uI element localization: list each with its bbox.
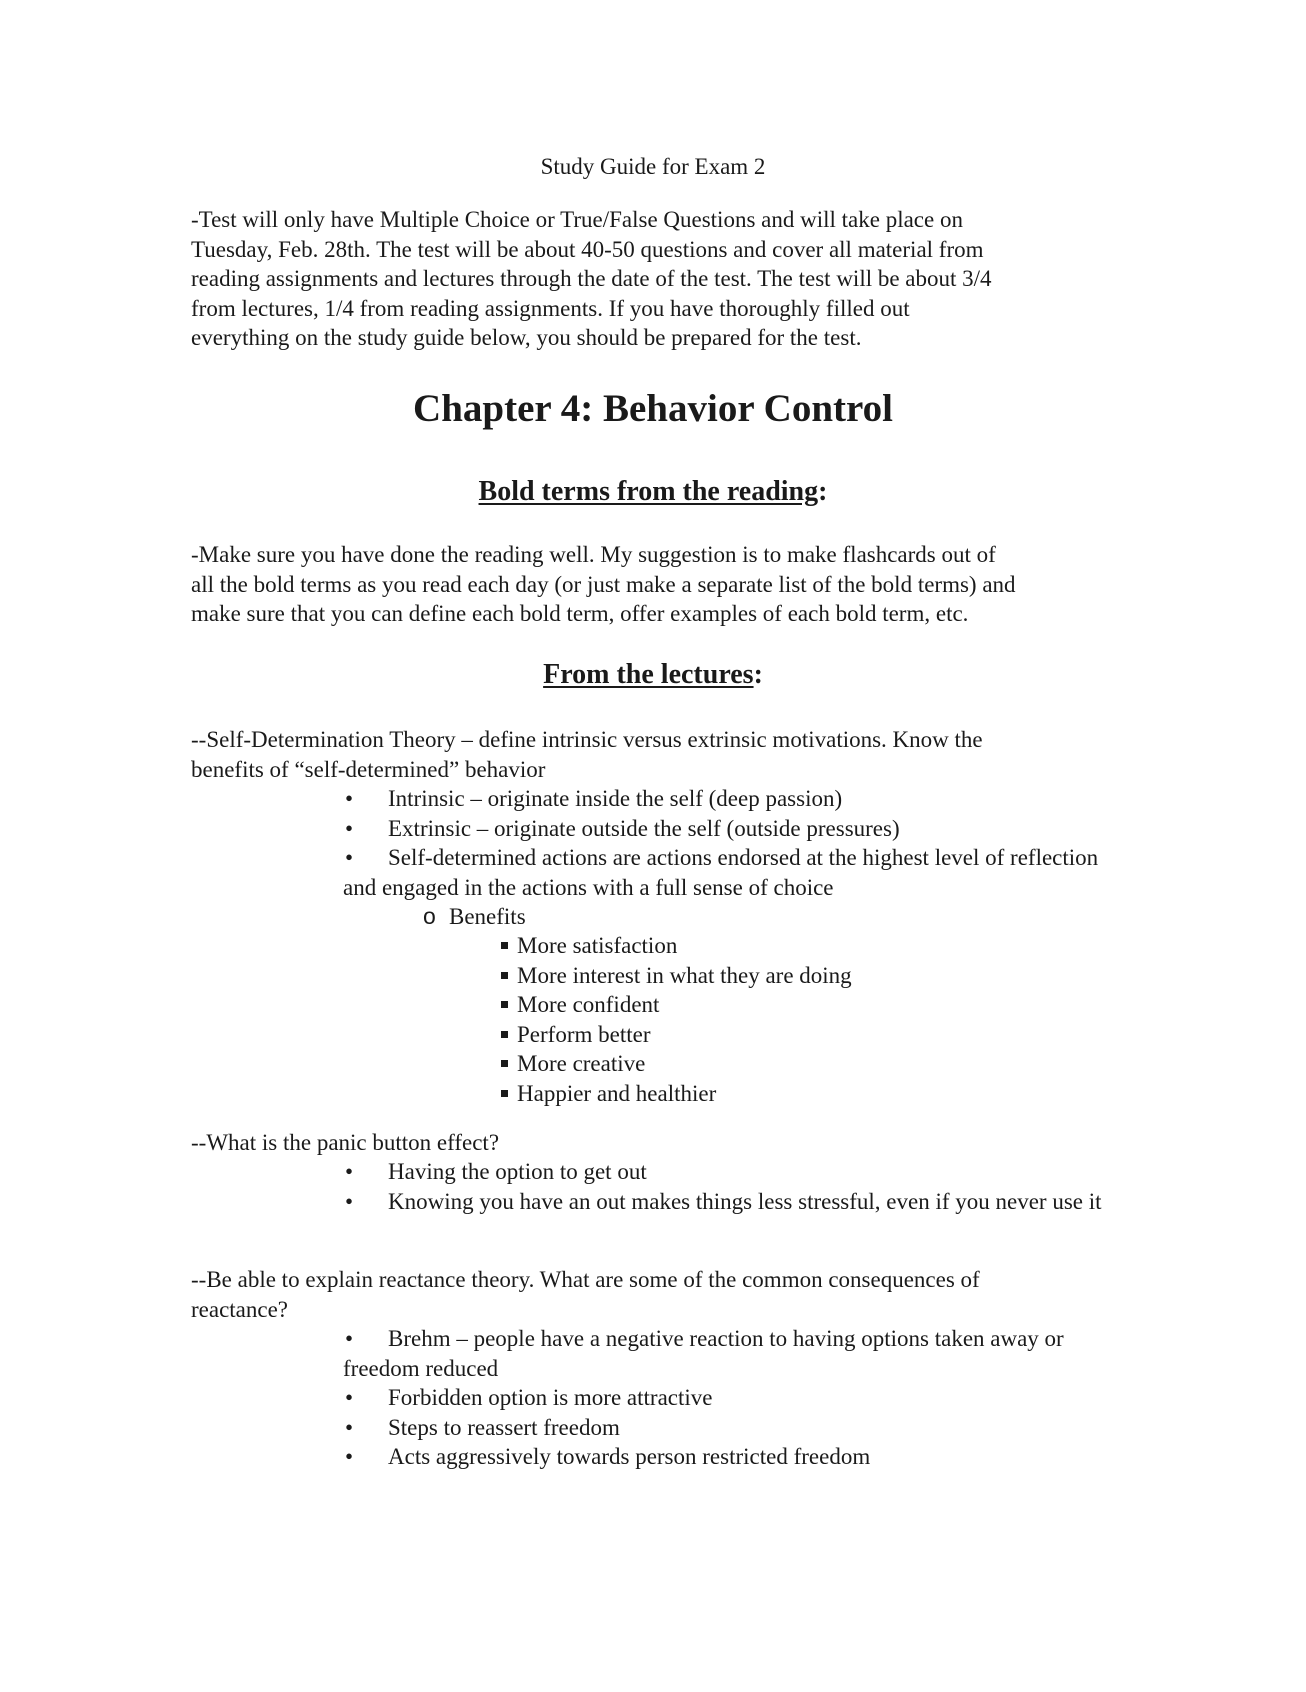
lectures-heading (0, 658, 1306, 692)
bold-terms-paragraph (191, 540, 1121, 629)
benefit-item (501, 1049, 852, 1079)
bullet-item (343, 1187, 1123, 1217)
intro-line: reading assignments and lectures through the date of the test. The test will be about 3/4 (191, 266, 992, 291)
bullet-text: Having the option to get out (388, 1159, 647, 1184)
bullet-text: Steps to reassert freedom (388, 1414, 620, 1440)
bullet-item (343, 1324, 1123, 1383)
circle-bullet-icon: o (423, 903, 436, 929)
bullet-item (343, 843, 1123, 902)
intro-line: everything on the study guide below, you should be prepared for the test. (191, 325, 862, 350)
question-line: reactance? (191, 1296, 289, 1322)
benefit-text: More interest in what they are doing (517, 962, 852, 988)
intro-line: Tuesday, Feb. 28th. The test will be about 40-50 questions and cover all material from (191, 236, 984, 262)
square-bullet-icon (501, 1090, 508, 1097)
benefits-subitem (423, 902, 526, 932)
bold-terms-line: make sure that you can define each bold term, offer examples of each bold term, etc. (191, 601, 969, 626)
benefit-item (501, 990, 852, 1020)
panic-question (191, 1128, 1121, 1158)
bullet-icon: • (345, 1326, 354, 1351)
bullet-icon: • (345, 1444, 354, 1469)
benefit-text: Happier and healthier (517, 1080, 717, 1106)
benefit-text: More creative (517, 1051, 646, 1076)
bullet-icon: • (345, 1159, 354, 1184)
square-bullet-icon (501, 1001, 508, 1008)
bullet-icon: • (345, 1385, 354, 1410)
question-line: --What is the panic button effect? (191, 1130, 500, 1155)
square-bullet-icon (501, 972, 508, 979)
panic-bullets (343, 1157, 1123, 1216)
bullet-text: Knowing you have an out makes things less stressful, even if you never use it (388, 1188, 1102, 1214)
intro-line: -Test will only have Multiple Choice or True/False Questions and will take place on (191, 207, 963, 232)
bullet-icon: • (345, 786, 354, 811)
bullet-item (343, 784, 1123, 814)
bold-terms-line: all the bold terms as you read each day (or just make a separate list of the bold terms) and (191, 571, 1016, 597)
square-bullet-icon (501, 1031, 508, 1038)
bullet-text: Acts aggressively towards person restricted freedom (388, 1444, 871, 1469)
square-bullet-icon (501, 942, 508, 949)
bullet-icon: • (345, 845, 354, 870)
benefit-item (501, 1020, 852, 1050)
bullet-icon: • (345, 815, 354, 841)
bullet-item (343, 814, 1123, 844)
bullet-icon: • (345, 1414, 354, 1440)
self-determination-bullets (343, 784, 1123, 902)
question-line: --Self-Determination Theory – define intrinsic versus extrinsic motivations. Know the (191, 727, 983, 752)
bullet-text: Intrinsic – originate inside the self (deep passion) (388, 786, 843, 811)
lectures-heading-colon: : (753, 659, 763, 690)
benefits-label: Benefits (449, 904, 526, 929)
self-determination-question (191, 725, 1121, 784)
bold-terms-heading-text: Bold terms from the reading (478, 476, 819, 507)
bullet-text: Forbidden option is more attractive (388, 1385, 713, 1410)
reactance-question (191, 1265, 1121, 1324)
benefit-item (501, 1079, 852, 1109)
bullet-text: Self-determined actions are actions endorsed at the highest level of reflection and engaged in the actions with a full sense of choice (343, 845, 1099, 900)
bullet-item (343, 1442, 1123, 1472)
reactance-bullets (343, 1324, 1123, 1472)
bullet-icon: • (345, 1188, 354, 1214)
benefit-item (501, 931, 852, 961)
bold-terms-line: -Make sure you have done the reading well. My suggestion is to make flashcards out of (191, 542, 996, 567)
bullet-item (343, 1157, 1123, 1187)
bullet-text: Extrinsic – originate outside the self (outside pressures) (388, 815, 900, 841)
bullet-text: Brehm – people have a negative reaction to having options taken away or freedom reduced (343, 1326, 1064, 1381)
intro-paragraph (191, 205, 1121, 353)
bullet-item (343, 1413, 1123, 1443)
bullet-item (343, 1383, 1123, 1413)
question-line: benefits of “self-determined” behavior (191, 756, 546, 782)
benefit-text: Perform better (517, 1021, 651, 1047)
lectures-heading-text: From the lectures (543, 659, 754, 690)
bold-terms-heading-colon: : (818, 476, 828, 507)
square-bullet-icon (501, 1060, 508, 1067)
document-title: Study Guide for Exam 2 (540, 154, 766, 179)
benefits-list (501, 931, 852, 1108)
chapter-heading: Chapter 4: Behavior Control (413, 387, 893, 430)
benefit-item (501, 961, 852, 991)
benefit-text: More confident (517, 992, 660, 1017)
benefit-text: More satisfaction (517, 933, 678, 958)
intro-line: from lectures, 1/4 from reading assignments. If you have thoroughly filled out (191, 295, 910, 321)
question-line: --Be able to explain reactance theory. What are some of the common consequences of (191, 1267, 980, 1292)
bold-terms-heading (0, 475, 1306, 509)
